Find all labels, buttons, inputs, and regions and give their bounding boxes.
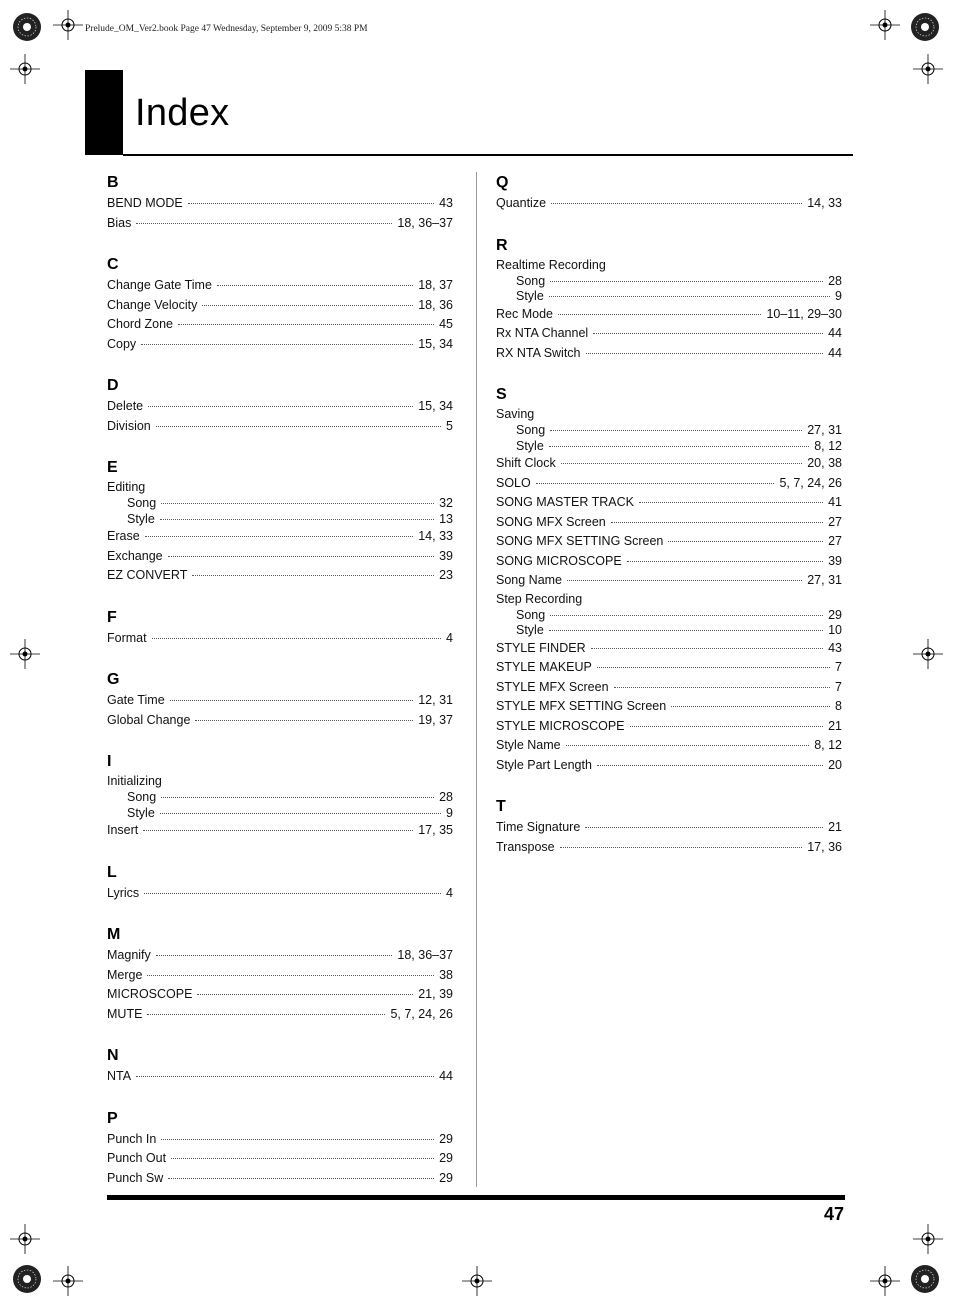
entry-pages: 5: [446, 418, 453, 433]
index-section: [496, 172, 842, 214]
entry-term: NTA: [107, 1069, 132, 1083]
entry-term: STYLE FINDER: [496, 640, 586, 655]
entry-pages: 13: [439, 511, 453, 526]
registration-mark-icon: [913, 1224, 943, 1254]
entry-pages: 27, 31: [807, 573, 842, 587]
index-entry: [107, 547, 453, 567]
entry-pages: 8, 12: [814, 738, 842, 752]
title-rule: [123, 154, 853, 156]
index-subentry: [496, 274, 842, 290]
dot-leader: [597, 666, 830, 668]
entry-term: STYLE MFX Screen: [496, 679, 609, 694]
entry-term: Step Recording: [496, 591, 583, 606]
entry-pages: 44: [828, 326, 842, 340]
entry-pages: 12, 31: [418, 693, 453, 707]
index-entry: [107, 315, 453, 335]
dot-leader: [639, 501, 823, 503]
dot-leader: [549, 445, 809, 447]
index-entry: [496, 658, 842, 678]
dot-leader: [160, 518, 434, 520]
entry-term: Delete: [107, 399, 144, 413]
index-entry: [107, 527, 453, 547]
dot-leader: [558, 313, 761, 315]
dot-leader: [597, 764, 823, 766]
entry-term: Transpose: [496, 839, 555, 854]
dot-leader: [550, 280, 823, 282]
index-entry: [107, 417, 453, 437]
index-entry: [107, 773, 453, 790]
index-entry: [496, 736, 842, 756]
index-entry: [496, 571, 842, 591]
index-entry: [107, 335, 453, 355]
dot-leader: [551, 202, 802, 204]
entry-pages: 4: [446, 885, 453, 900]
index-section: [107, 862, 453, 904]
index-entry: [107, 194, 453, 214]
entry-pages: 21: [828, 718, 842, 733]
entry-pages: 18, 36–37: [397, 215, 453, 230]
dot-leader: [147, 974, 434, 976]
section-letter: B: [107, 174, 119, 191]
dot-leader: [202, 304, 413, 306]
entry-pages: 19, 37: [418, 712, 453, 727]
index-entry: [496, 493, 842, 513]
entry-pages: 29: [439, 1151, 453, 1165]
dot-leader: [161, 796, 434, 798]
entry-pages: 32: [439, 496, 453, 510]
dot-leader: [161, 1138, 434, 1140]
dot-leader: [550, 614, 823, 616]
dot-leader: [145, 535, 414, 537]
index-section: [107, 669, 453, 730]
dot-leader: [171, 1157, 434, 1159]
section-letter: C: [107, 256, 119, 273]
entry-pages: 7: [835, 679, 842, 694]
index-entry: [496, 591, 842, 608]
entry-pages: 41: [828, 495, 842, 509]
index-entry: [496, 552, 842, 572]
section-gap: [107, 586, 453, 607]
dot-leader: [143, 829, 413, 831]
index-entry: [496, 344, 842, 364]
dot-leader: [630, 725, 824, 727]
index-entry: [107, 1149, 453, 1169]
index-entry: [496, 756, 842, 776]
index-entry: [496, 532, 842, 552]
index-subentry: [496, 439, 842, 455]
entry-pages: 10–11, 29–30: [766, 306, 842, 321]
index-entry: [496, 406, 842, 423]
section-letter: L: [107, 863, 117, 881]
section-letter: T: [496, 798, 506, 815]
registration-mark-icon: [53, 1266, 83, 1296]
index-entry: [107, 1169, 453, 1189]
section-gap: [107, 903, 453, 924]
page-number: 47: [823, 1204, 844, 1224]
section-gap: [107, 436, 453, 457]
dot-leader: [161, 502, 434, 504]
section-gap: [107, 354, 453, 375]
dot-leader: [550, 429, 802, 431]
rosette-mark-icon: [12, 1264, 42, 1294]
entry-pages: 14, 33: [807, 196, 842, 210]
entry-term: Global Change: [107, 712, 191, 727]
entry-term: Realtime Recording: [496, 257, 606, 272]
section-letter: D: [107, 377, 119, 394]
entry-pages: 29: [439, 1170, 453, 1185]
index-entry: [107, 1005, 453, 1025]
index-section: [107, 1108, 453, 1189]
index-entry: [107, 296, 453, 316]
dot-leader: [192, 574, 434, 576]
index-section: [496, 384, 842, 775]
entry-pages: 38: [439, 967, 453, 982]
entry-pages: 17, 36: [807, 839, 842, 854]
dot-leader: [591, 647, 823, 649]
entry-pages: 21, 39: [418, 987, 453, 1001]
index-subentry: [107, 806, 453, 822]
index-entry: [107, 397, 453, 417]
dot-leader: [549, 629, 823, 631]
index-column-right: [496, 172, 842, 857]
entry-term: RX NTA Switch: [496, 345, 581, 360]
entry-pages: 9: [835, 289, 842, 303]
dot-leader: [567, 579, 802, 581]
entry-pages: 44: [828, 345, 842, 360]
rosette-mark-icon: [910, 1264, 940, 1294]
section-letter: I: [107, 753, 112, 770]
registration-mark-icon: [10, 639, 40, 669]
dot-leader: [627, 560, 823, 562]
entry-pages: 28: [439, 790, 453, 804]
rosette-mark-icon: [12, 12, 42, 42]
dot-leader: [178, 323, 434, 325]
index-section: [107, 254, 453, 354]
registration-mark-icon: [913, 639, 943, 669]
entry-term: Change Gate Time: [107, 278, 212, 292]
index-section: [107, 1045, 453, 1087]
entry-term: Exchange: [107, 548, 163, 563]
entry-term: Merge: [107, 967, 143, 982]
entry-pages: 4: [446, 630, 453, 645]
registration-mark-icon: [462, 1266, 492, 1296]
registration-mark-icon: [10, 54, 40, 84]
index-section: [107, 607, 453, 649]
entry-term: Style: [516, 438, 544, 453]
dot-leader: [152, 637, 441, 639]
dot-leader: [536, 482, 775, 484]
index-subentry: [107, 790, 453, 806]
entry-term: Style: [516, 623, 544, 637]
entry-pages: 45: [439, 317, 453, 331]
page-title: Index: [135, 92, 230, 134]
dot-leader: [195, 719, 413, 721]
entry-term: Copy: [107, 336, 137, 351]
entry-term: Chord Zone: [107, 317, 174, 331]
dot-leader: [188, 202, 434, 204]
entry-term: SONG MFX Screen: [496, 514, 606, 529]
dot-leader: [197, 993, 413, 995]
entry-term: Gate Time: [107, 693, 165, 707]
section-letter: P: [107, 1109, 118, 1127]
entry-pages: 43: [439, 196, 453, 210]
entry-term: Song: [127, 790, 157, 804]
entry-pages: 5, 7, 24, 26: [779, 475, 842, 490]
dot-leader: [217, 284, 413, 286]
index-entry: [496, 818, 842, 838]
index-entry: [496, 717, 842, 737]
section-gap: [107, 730, 453, 751]
entry-pages: 18, 36–37: [397, 948, 453, 962]
dot-leader: [156, 425, 441, 427]
entry-term: SONG MFX SETTING Screen: [496, 534, 664, 548]
entry-pages: 44: [439, 1069, 453, 1083]
dot-leader: [148, 405, 413, 407]
registration-mark-icon: [53, 10, 83, 40]
dot-leader: [136, 1075, 434, 1077]
entry-pages: 5, 7, 24, 26: [390, 1006, 453, 1021]
entry-term: Song Name: [496, 573, 563, 587]
entry-term: Time Signature: [496, 820, 581, 834]
registration-mark-icon: [913, 54, 943, 84]
entry-term: Song: [516, 607, 546, 622]
entry-term: Initializing: [107, 774, 162, 788]
index-entry: [107, 985, 453, 1005]
entry-pages: 21: [828, 820, 842, 834]
dot-leader: [560, 846, 803, 848]
entry-pages: 39: [439, 548, 453, 563]
index-entry: [496, 257, 842, 274]
dot-leader: [141, 343, 413, 345]
dot-leader: [144, 892, 441, 894]
entry-pages: 18, 36: [418, 297, 453, 312]
dot-leader: [549, 295, 830, 297]
section-letter: G: [107, 671, 120, 688]
entry-pages: 29: [828, 607, 842, 622]
index-entry: [107, 479, 453, 496]
index-entry: [496, 678, 842, 698]
entry-term: Rx NTA Channel: [496, 326, 589, 340]
index-entry: [107, 711, 453, 731]
entry-pages: 10: [828, 623, 842, 637]
section-gap: [107, 1024, 453, 1045]
entry-term: STYLE MAKEUP: [496, 660, 592, 674]
index-entry: [107, 276, 453, 296]
index-subentry: [107, 496, 453, 512]
dot-leader: [668, 540, 823, 542]
print-header-line: Prelude_OM_Ver2.book Page 47 Wednesday, September 9, 2009 5:38 PM: [85, 24, 368, 34]
index-entry: [496, 697, 842, 717]
entry-term: Magnify: [107, 948, 151, 962]
entry-pages: 27: [828, 514, 842, 529]
entry-pages: 15, 34: [418, 336, 453, 351]
entry-term: Insert: [107, 823, 139, 837]
dot-leader: [168, 1177, 434, 1179]
entry-pages: 18, 37: [418, 278, 453, 292]
entry-pages: 39: [828, 553, 842, 568]
index-entry: [496, 454, 842, 474]
entry-pages: 20, 38: [807, 456, 842, 470]
dot-leader: [136, 222, 392, 224]
dot-leader: [611, 521, 823, 523]
section-letter: Q: [496, 174, 509, 191]
entry-term: MICROSCOPE: [107, 987, 193, 1001]
entry-term: Punch Out: [107, 1151, 167, 1165]
dot-leader: [168, 555, 434, 557]
index-entry: [496, 474, 842, 494]
entry-term: Saving: [496, 407, 535, 421]
entry-pages: 14, 33: [418, 529, 453, 543]
column-divider: [476, 172, 477, 1187]
rosette-mark-icon: [910, 12, 940, 42]
entry-term: MUTE: [107, 1006, 143, 1021]
entry-pages: 7: [835, 660, 842, 674]
section-gap: [107, 233, 453, 254]
index-entry: [496, 324, 842, 344]
index-entry: [107, 884, 453, 904]
section-letter: N: [107, 1047, 119, 1064]
dot-leader: [671, 705, 830, 707]
registration-mark-icon: [10, 1224, 40, 1254]
entry-term: Change Velocity: [107, 297, 198, 312]
index-subentry: [496, 623, 842, 639]
entry-term: Song: [127, 496, 157, 510]
index-entry: [107, 1130, 453, 1150]
index-entry: [107, 946, 453, 966]
entry-term: SOLO: [496, 475, 531, 490]
section-gap: [496, 775, 842, 796]
index-entry: [496, 194, 842, 214]
index-subentry: [496, 289, 842, 305]
entry-term: Bias: [107, 215, 132, 230]
entry-term: Song: [516, 423, 546, 437]
index-entry: [496, 513, 842, 533]
index-section: [107, 172, 453, 233]
index-entry: [107, 821, 453, 841]
entry-term: Quantize: [496, 196, 547, 210]
dot-leader: [614, 686, 831, 688]
section-letter: S: [496, 386, 507, 403]
entry-term: STYLE MICROSCOPE: [496, 718, 625, 733]
entry-pages: 28: [828, 273, 842, 288]
dot-leader: [586, 352, 824, 354]
index-subentry: [496, 608, 842, 624]
entry-pages: 23: [439, 568, 453, 582]
entry-pages: 27: [828, 534, 842, 548]
index-entry: [107, 214, 453, 234]
dot-leader: [561, 462, 802, 464]
entry-term: Punch In: [107, 1131, 157, 1146]
entry-term: SONG MASTER TRACK: [496, 495, 634, 509]
index-section: [107, 751, 453, 841]
section-gap: [107, 1087, 453, 1108]
index-section: [496, 235, 842, 364]
index-entry: [496, 838, 842, 858]
index-entry: [496, 639, 842, 659]
entry-term: Song: [516, 273, 546, 288]
index-subentry: [107, 512, 453, 528]
index-entry: [107, 566, 453, 586]
entry-term: Format: [107, 630, 147, 645]
entry-pages: 15, 34: [418, 399, 453, 413]
index-entry: [496, 305, 842, 325]
index-column-left: [107, 172, 453, 1188]
dot-leader: [147, 1013, 385, 1015]
dot-leader: [156, 954, 393, 956]
section-letter: M: [107, 926, 121, 943]
entry-term: Style: [127, 511, 155, 526]
section-letter: E: [107, 459, 118, 476]
entry-term: SONG MICROSCOPE: [496, 553, 622, 568]
registration-mark-icon: [870, 10, 900, 40]
index-section: [107, 924, 453, 1024]
entry-pages: 17, 35: [418, 823, 453, 837]
section-letter: F: [107, 608, 117, 626]
section-gap: [496, 363, 842, 384]
section-gap: [107, 841, 453, 862]
entry-term: Shift Clock: [496, 456, 556, 470]
entry-term: STYLE MFX SETTING Screen: [496, 699, 667, 713]
entry-term: BEND MODE: [107, 196, 183, 210]
footer-rule: [107, 1195, 845, 1200]
entry-term: Editing: [107, 480, 146, 494]
section-gap: [496, 214, 842, 235]
index-section: [107, 457, 453, 586]
section-gap: [107, 648, 453, 669]
index-section: [107, 375, 453, 436]
entry-pages: 20: [828, 757, 842, 772]
entry-pages: 43: [828, 640, 842, 655]
entry-term: Lyrics: [107, 885, 140, 900]
section-letter: R: [496, 236, 508, 254]
dot-leader: [170, 699, 414, 701]
index-subentry: [496, 423, 842, 439]
entry-pages: 8, 12: [814, 438, 842, 453]
entry-term: Style: [516, 289, 544, 303]
entry-term: Style: [127, 805, 155, 820]
index-entry: [107, 966, 453, 986]
title-black-block: [85, 70, 123, 155]
index-entry: [107, 691, 453, 711]
entry-term: Style Name: [496, 738, 561, 752]
index-entry: [107, 629, 453, 649]
registration-mark-icon: [870, 1266, 900, 1296]
entry-pages: 9: [446, 805, 453, 820]
entry-pages: 8: [835, 699, 842, 713]
entry-term: Punch Sw: [107, 1170, 164, 1185]
dot-leader: [593, 332, 823, 334]
dot-leader: [160, 812, 441, 814]
index-entry: [107, 1067, 453, 1087]
entry-term: EZ CONVERT: [107, 568, 188, 582]
entry-pages: 27, 31: [807, 423, 842, 437]
entry-term: Division: [107, 418, 151, 433]
index-section: [496, 796, 842, 857]
dot-leader: [585, 826, 823, 828]
entry-pages: 29: [439, 1131, 453, 1146]
entry-term: Rec Mode: [496, 306, 553, 321]
dot-leader: [566, 744, 810, 746]
entry-term: Erase: [107, 529, 140, 543]
entry-term: Style Part Length: [496, 757, 592, 772]
